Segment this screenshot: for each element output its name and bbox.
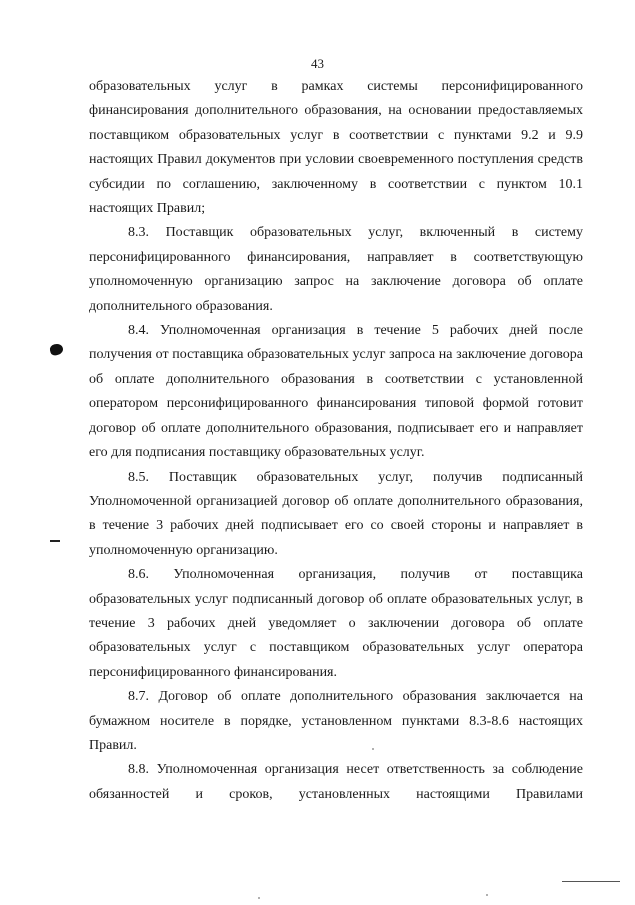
footer-rule <box>562 881 620 882</box>
paragraph-8-6: 8.6. Уполномоченная организация, получив от поставщика образовательных услуг подписанный договор об оплате образовательных услуг, в течение 3 рабочих дней уведомляет о заключении договора об оплате образовательных услуг с поставщиком образовательных услуг оператора персонифицированного финансирования. <box>89 567 583 680</box>
paragraph-8-4: 8.4. Уполномоченная организация в течение 5 рабочих дней после получения от поставщика образовательных услуг запроса на заключение договора об оплате дополнительного образования в соответствии с установленной оператором персонифицированного финансирования типовой формой готовит договор об оплате дополнительного образования, подписывает его и направляет его для подписания поставщику образовательных услуг. <box>89 323 583 461</box>
paragraph-8-7: 8.7. Договор об оплате дополнительного образования заключается на бумажном носителе в порядке, установленном пунктами 8.3-8.6 настоящих Правил. <box>89 689 583 753</box>
paragraph-8-3: 8.3. Поставщик образовательных услуг, включенный в систему персонифицированного финансирования, направляет в соответствующую уполномоченную организацию запрос на заключение договора об оплате дополнительного образования. <box>89 225 583 314</box>
paragraph-continuation: образовательных услуг в рамках системы персонифицированного финансирования дополнительного образования, на основании предоставляемых поставщиком образовательных услуг в соответствии с пунктами 9.2 и 9.9 настоящих Правил документов при условии своевременного поступления средств субсидии по соглашению, заключенному в соответствии с пунктом 10.1 настоящих Правил; <box>89 79 583 217</box>
paragraph-8-8: 8.8. Уполномоченная организация несет ответственность за соблюдение обязанностей и сроков, установленных настоящими Правилами <box>89 762 583 802</box>
scan-speck <box>486 894 488 896</box>
paragraph-8-5: 8.5. Поставщик образовательных услуг, получив подписанный Уполномоченной организацией договор об оплате дополнительного образования, в течение 3 рабочих дней подписывает его со своей стороны и направляет в уполномоченную организацию. <box>89 469 583 558</box>
scan-speck <box>372 748 374 750</box>
ink-blot <box>49 343 64 357</box>
scan-speck <box>258 897 260 899</box>
margin-dash-mark <box>50 540 60 542</box>
document-body <box>89 75 583 807</box>
page-number: 43 <box>311 56 324 71</box>
